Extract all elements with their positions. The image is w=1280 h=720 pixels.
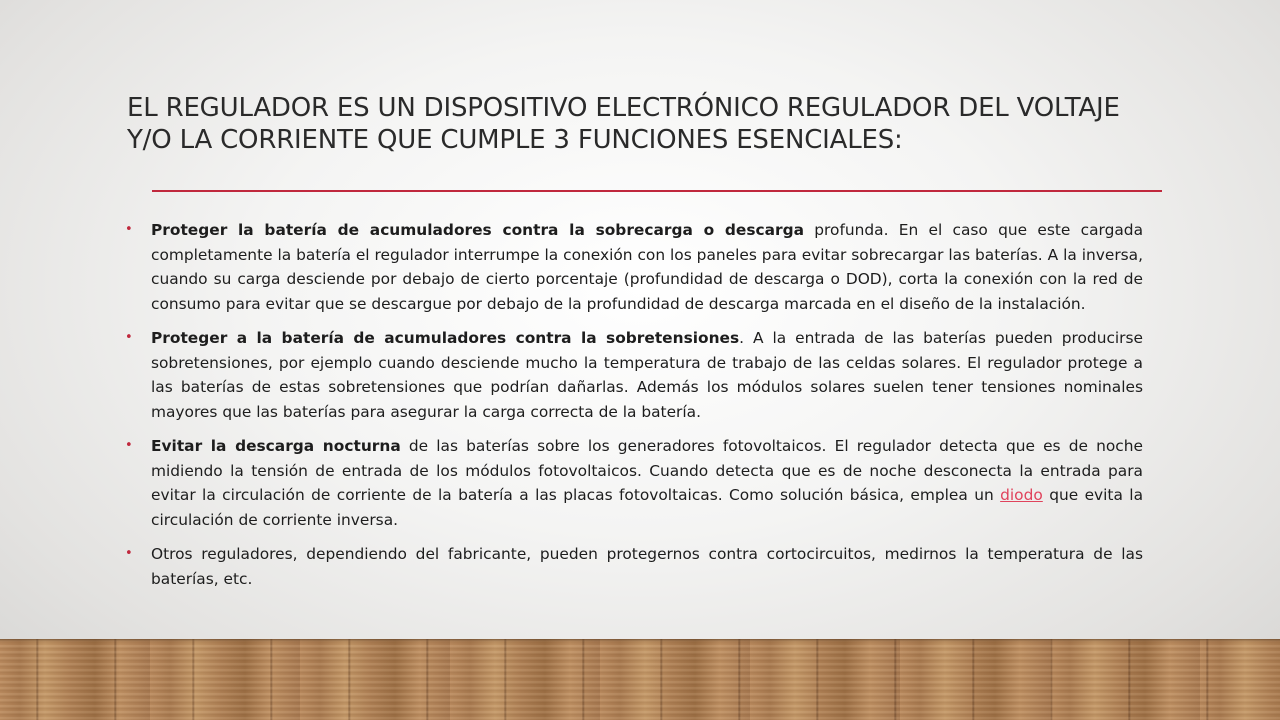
bullet-icon: • xyxy=(125,546,133,561)
bullet-list xyxy=(123,218,1143,601)
diodo-link[interactable]: diodo xyxy=(1000,486,1043,504)
slide-title: EL REGULADOR ES UN DISPOSITIVO ELECTRÓNICO REGULADOR DEL VOLTAJE Y/O LA CORRIENTE QUE CUMPLE 3 FUNCIONES ESENCIALES: xyxy=(127,93,1120,155)
list-item xyxy=(123,326,1143,424)
list-item xyxy=(123,434,1143,532)
bullet-bold-text: Proteger a la batería de acumuladores contra la sobretensiones xyxy=(151,329,740,347)
bullet-text: de las baterías sobre los generadores fotovoltaicos. El regulador detecta que es de noche midiendo la tensión de entrada de los módulos fotovoltaicos. Cuando detecta que es de noche desconecta la entrada para evitar la circulación de corriente de la batería a las placas fotovoltaicas. Como solución básica, emplea un xyxy=(151,437,1143,504)
bullet-text: Otros reguladores, dependiendo del fabricante, pueden protegernos contra cortocircuitos, medirnos la temperatura de las baterías, etc. xyxy=(151,545,1143,588)
list-item xyxy=(123,218,1143,316)
title-divider xyxy=(152,190,1162,192)
bullet-text: . A la entrada de las baterías pueden producirse sobretensiones, por ejemplo cuando desciende mucho la temperatura de trabajo de las celdas solares. El regulador protege a las baterías de estas sobretensiones que podrían dañarlas. Además los módulos solares suelen tener tensiones nominales mayores que las baterías para asegurar la carga correcta de la batería. xyxy=(151,329,1143,421)
bullet-icon: • xyxy=(125,222,133,237)
list-item xyxy=(123,542,1143,591)
bullet-bold-text: Proteger la batería de acumuladores contra la sobrecarga o descarga xyxy=(151,221,805,239)
bullet-text: profunda. En el caso que este cargada completamente la batería el regulador interrumpe la conexión con los paneles para evitar sobrecargar las baterías. A la inversa, cuando su carga desciende por debajo de cierto porcentaje (profundidad de descarga o DOD), corta la conexión con la red de consumo para evitar que se descargue por debajo de la profundidad de descarga marcada en el diseño de la instalación. xyxy=(151,221,1144,313)
bullet-text-after: que evita la circulación de corriente inversa. xyxy=(151,486,1143,529)
bullet-icon: • xyxy=(125,438,133,453)
bullet-bold-text: Evitar la descarga nocturna xyxy=(151,437,401,455)
wood-floor-background xyxy=(0,639,1280,720)
bullet-icon: • xyxy=(125,330,133,345)
